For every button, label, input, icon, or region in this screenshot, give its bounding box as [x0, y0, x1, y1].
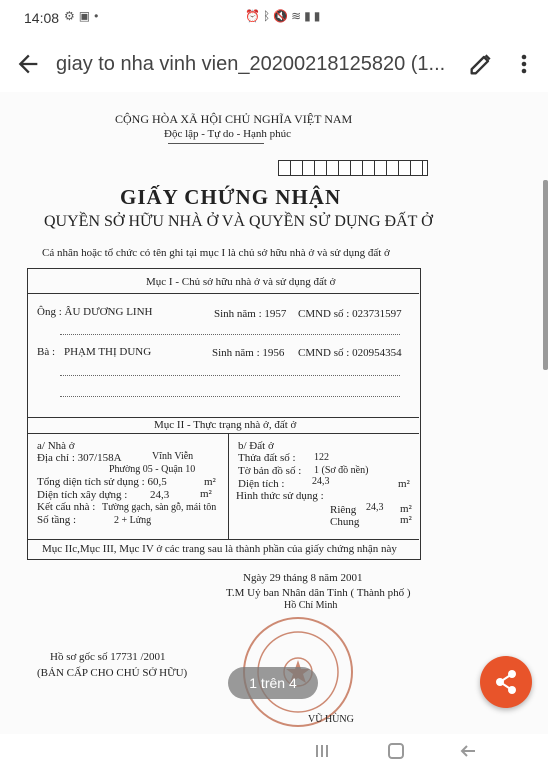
land-map-label: Tờ bản đồ số :	[238, 465, 302, 477]
column-divider	[228, 433, 229, 539]
land-plot-value: 122	[314, 452, 329, 463]
doc-header-country: CỘNG HÒA XÃ HỘI CHỦ NGHĨA VIỆT NAM	[115, 112, 353, 126]
owner2-name: PHẠM THỊ DUNG	[64, 346, 152, 358]
section2-divider	[27, 417, 419, 418]
dotted-line	[60, 396, 400, 397]
owner2-id: CMND số : 020954354	[298, 347, 402, 359]
house-structure-value: Tường gạch, sàn gỗ, mái tôn	[102, 502, 217, 513]
land-plot-label: Thửa đất số :	[238, 452, 296, 464]
section1-title: Mục I - Chủ sở hữu nhà ở và sử dụng đất ở	[146, 276, 336, 288]
notification-icons	[64, 9, 102, 23]
house-street: Vĩnh Viễn	[152, 451, 194, 462]
land-shared-unit: m²	[400, 514, 412, 526]
section2-title: Mục II - Thực trạng nhà ở, đất ở	[154, 419, 297, 431]
house-floors-label: Số tầng :	[37, 514, 77, 526]
bluetooth-icon: ᛒ	[262, 9, 274, 23]
page-indicator: 1 trên 4	[228, 667, 318, 699]
owner1-id: CMND số : 023731597	[298, 308, 402, 320]
house-floors-value: 2 + Lửng	[114, 515, 152, 526]
scrollbar[interactable]	[543, 180, 548, 370]
share-icon	[480, 656, 532, 708]
copy-note: (BẢN CẤP CHO CHỦ SỞ HỮU)	[37, 667, 188, 679]
house-heading: a/ Nhà ở	[37, 440, 75, 452]
section1-divider	[27, 293, 419, 294]
house-total-area: Tổng diện tích sử dụng : 60,5	[37, 476, 167, 488]
wifi-icon: ≋	[291, 9, 305, 23]
house-address: Địa chỉ : 307/158A	[37, 452, 122, 464]
doc-note: Mục IIc,Mục III, Mục IV ở các trang sau là thành phần của giấy chứng nhận này	[42, 543, 397, 555]
edit-button[interactable]	[467, 50, 495, 78]
pencil-icon	[467, 50, 495, 78]
land-private-value: 24,3	[366, 502, 384, 513]
house-ward: Phường 05 - Quận 10	[109, 464, 196, 475]
app-bar	[0, 36, 548, 92]
signal-icon: ▮	[304, 9, 314, 23]
share-button[interactable]	[480, 656, 532, 708]
doc-title: GIẤY CHỨNG NHẬN	[120, 185, 342, 209]
doc-intro: Cá nhân hoặc tổ chức có tên ghi tại mục I là chủ sở hữu nhà ở và sử dụng đất ở	[42, 247, 390, 259]
back-nav-icon[interactable]	[458, 741, 478, 761]
battery-icon: ▮	[313, 9, 324, 23]
land-area-value: 24,3	[312, 476, 330, 487]
zalo-icon: ▣	[78, 9, 95, 23]
house-floor-area: Diện tích xây dựng :	[37, 489, 128, 501]
doc-authority: T.M Uỷ ban Nhân dân Tỉnh ( Thành phố )	[226, 587, 411, 599]
document-viewer[interactable]	[0, 92, 548, 734]
doc-subtitle: QUYỀN SỞ HỮU NHÀ Ở VÀ QUYỀN SỬ DỤNG ĐẤT Ở	[44, 213, 433, 230]
owner1-name: Ông : ÂU DƯƠNG LINH	[37, 306, 153, 318]
mute-icon: 🔇	[273, 9, 292, 23]
owner1-birth: Sinh năm : 1957	[214, 308, 287, 320]
house-floor-unit: m²	[200, 488, 212, 500]
motto-underline	[168, 143, 264, 144]
more-options-button[interactable]	[514, 50, 534, 78]
section2-divider-bottom	[27, 433, 419, 434]
signer-name: VŨ HÙNG	[308, 714, 354, 725]
document-page	[0, 92, 548, 734]
land-area-unit: m²	[398, 478, 410, 490]
file-number: Hồ sơ gốc số 17731 /2001	[50, 651, 166, 663]
doc-authority-city: Hồ Chí Minh	[284, 600, 338, 611]
land-use-label: Hình thức sử dụng :	[236, 490, 324, 502]
status-time: 14:08	[24, 10, 60, 26]
status-bar	[0, 0, 548, 36]
owner2-label: Bà :	[37, 346, 56, 358]
back-button[interactable]	[14, 50, 42, 78]
house-floor-value: 24,3	[150, 489, 170, 501]
more-vert-icon	[514, 50, 534, 78]
settings-icon: ⚙	[64, 9, 79, 23]
recent-apps-icon[interactable]	[313, 741, 333, 761]
serial-boxes	[278, 160, 428, 176]
note-divider	[27, 539, 419, 540]
alarm-icon: ⏰	[245, 9, 263, 23]
land-shared-label: Chung	[330, 516, 360, 528]
dotted-line	[60, 375, 400, 376]
dotted-line	[60, 334, 400, 335]
land-private-unit: m²	[400, 503, 412, 515]
system-icons	[245, 9, 323, 23]
land-private-label: Riêng	[330, 504, 357, 516]
doc-date: Ngày 29 tháng 8 năm 2001	[243, 572, 363, 584]
land-area-label: Diện tích :	[238, 478, 285, 490]
owner2-birth: Sinh năm : 1956	[212, 347, 285, 359]
house-structure-label: Kết cấu nhà :	[37, 501, 96, 513]
house-total-unit: m²	[204, 476, 216, 488]
dot-icon: •	[94, 9, 103, 23]
land-map-value: 1 (Sơ đồ nền)	[314, 465, 369, 476]
doc-header-motto: Độc lập - Tự do - Hạnh phúc	[164, 128, 292, 140]
home-icon[interactable]	[386, 741, 406, 761]
back-arrow-icon	[14, 50, 42, 78]
document-title: giay to nha vinh vien_20200218125820 (1...	[56, 53, 446, 75]
land-heading: b/ Đất ở	[238, 440, 274, 452]
navigation-bar	[0, 734, 548, 768]
